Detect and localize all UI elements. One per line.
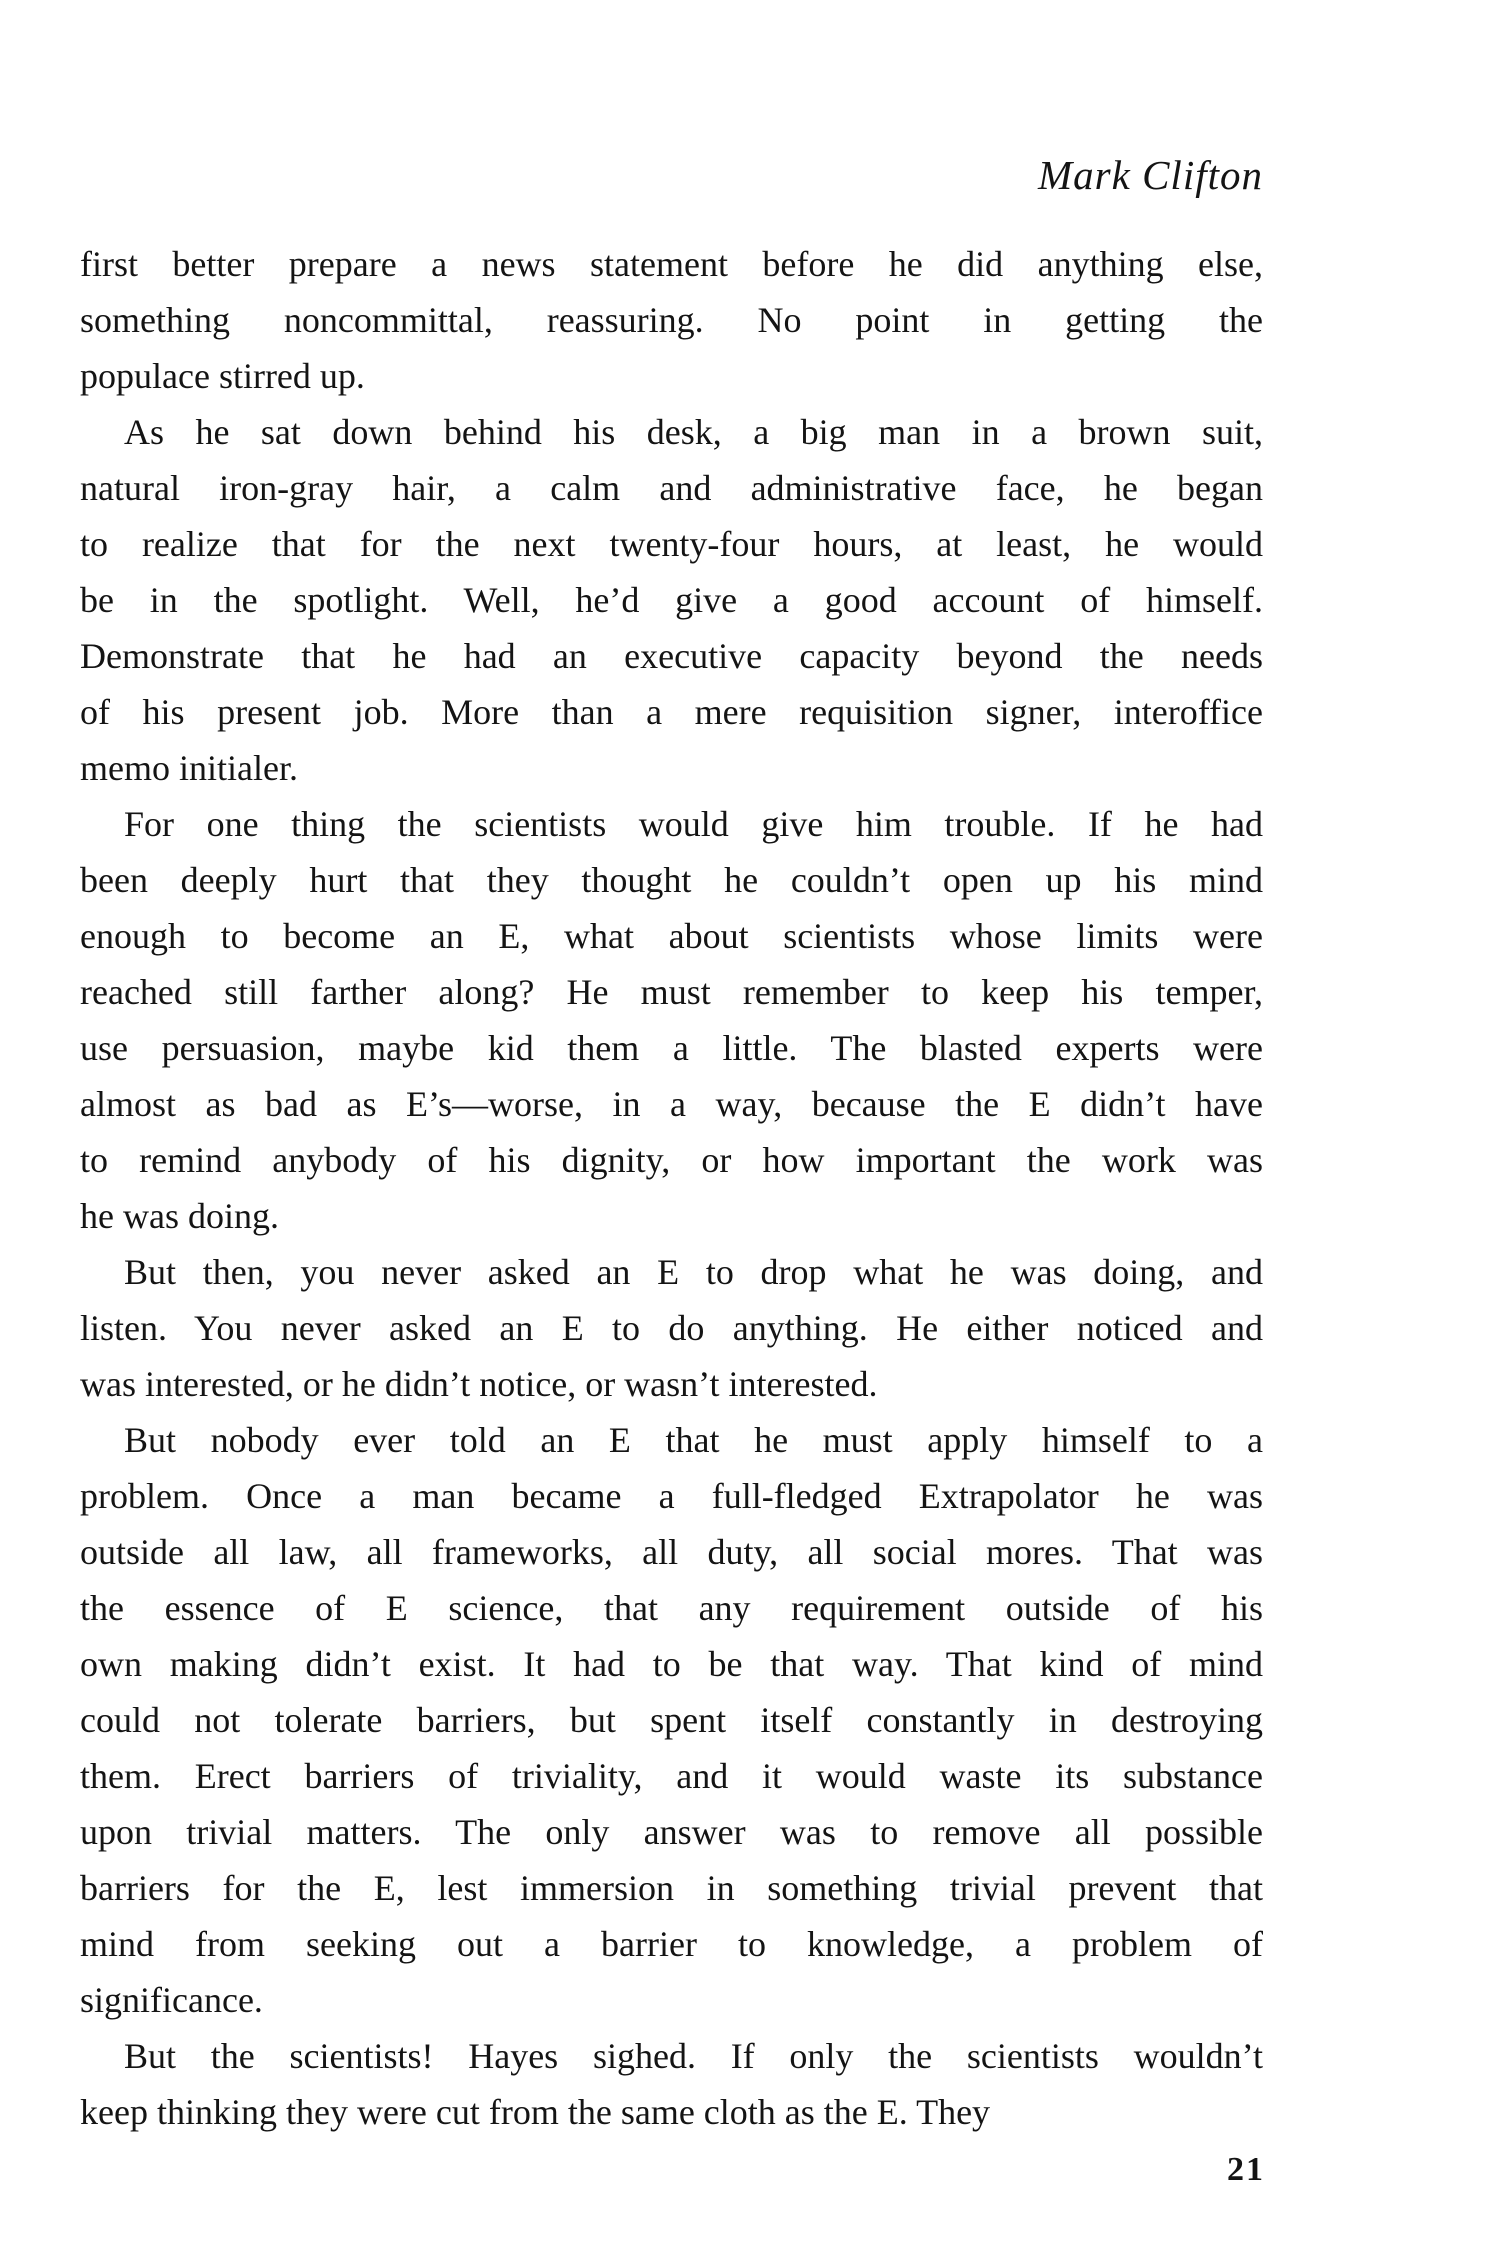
author-name: Mark Clifton <box>1038 152 1263 198</box>
text-line: barriers for the E, lest immersion in something trivial prevent that <box>80 1868 1263 1908</box>
paragraph <box>80 1244 1263 1412</box>
text-line: of his present job. More than a mere requisition signer, interoffice <box>80 692 1263 732</box>
text-line: memo initialer. <box>80 748 298 788</box>
text-line: them. Erect barriers of triviality, and it would waste its substance <box>80 1756 1263 1796</box>
text-line: significance. <box>80 1980 263 2020</box>
text-line: use persuasion, maybe kid them a little. The blasted experts were <box>80 1028 1263 1068</box>
text-line: populace stirred up. <box>80 356 365 396</box>
paragraph <box>80 1412 1263 2028</box>
text-line: problem. Once a man became a full-fledged Extrapolator he was <box>80 1476 1263 1516</box>
paragraph <box>80 404 1263 796</box>
text-line: For one thing the scientists would give him trouble. If he had <box>124 804 1263 844</box>
text-line: mind from seeking out a barrier to knowledge, a problem of <box>80 1924 1263 1964</box>
text-line: enough to become an E, what about scientists whose limits were <box>80 916 1263 956</box>
text-line: reached still farther along? He must remember to keep his temper, <box>80 972 1263 1012</box>
text-line: almost as bad as E’s—worse, in a way, because the E didn’t have <box>80 1084 1263 1124</box>
text-line: first better prepare a news statement before he did anything else, <box>80 244 1263 284</box>
running-header <box>80 150 1263 200</box>
text-line: the essence of E science, that any requirement outside of his <box>80 1588 1263 1628</box>
text-line: he was doing. <box>80 1196 279 1236</box>
text-line: As he sat down behind his desk, a big man in a brown suit, <box>124 412 1263 452</box>
text-line: keep thinking they were cut from the same cloth as the E. They <box>80 2092 991 2132</box>
text-line: been deeply hurt that they thought he couldn’t open up his mind <box>80 860 1263 900</box>
text-line: to realize that for the next twenty-four hours, at least, he would <box>80 524 1263 564</box>
text-line: natural iron-gray hair, a calm and administrative face, he began <box>80 468 1263 508</box>
text-line: something noncommittal, reassuring. No point in getting the <box>80 300 1263 340</box>
paragraph <box>80 236 1263 404</box>
text-line: Demonstrate that he had an executive capacity beyond the needs <box>80 636 1263 676</box>
text-line: was interested, or he didn’t notice, or wasn’t interested. <box>80 1364 878 1404</box>
body-text <box>80 236 1263 2140</box>
text-line: own making didn’t exist. It had to be that way. That kind of mind <box>80 1644 1263 1684</box>
text-line: upon trivial matters. The only answer was to remove all possible <box>80 1812 1263 1852</box>
text-line: But the scientists! Hayes sighed. If only the scientists wouldn’t <box>124 2036 1263 2076</box>
paragraph <box>80 2028 1263 2140</box>
text-line: to remind anybody of his dignity, or how important the work was <box>80 1140 1263 1180</box>
text-line: be in the spotlight. Well, he’d give a good account of himself. <box>80 580 1263 620</box>
text-line: But nobody ever told an E that he must apply himself to a <box>124 1420 1263 1460</box>
text-line: But then, you never asked an E to drop what he was doing, and <box>124 1252 1263 1292</box>
page-number: 21 <box>1227 2151 1265 2188</box>
paragraph <box>80 796 1263 1244</box>
text-line: listen. You never asked an E to do anything. He either noticed and <box>80 1308 1263 1348</box>
text-line: could not tolerate barriers, but spent itself constantly in destroying <box>80 1700 1263 1740</box>
page-footer <box>80 2146 1265 2194</box>
text-line: outside all law, all frameworks, all duty, all social mores. That was <box>80 1532 1263 1572</box>
